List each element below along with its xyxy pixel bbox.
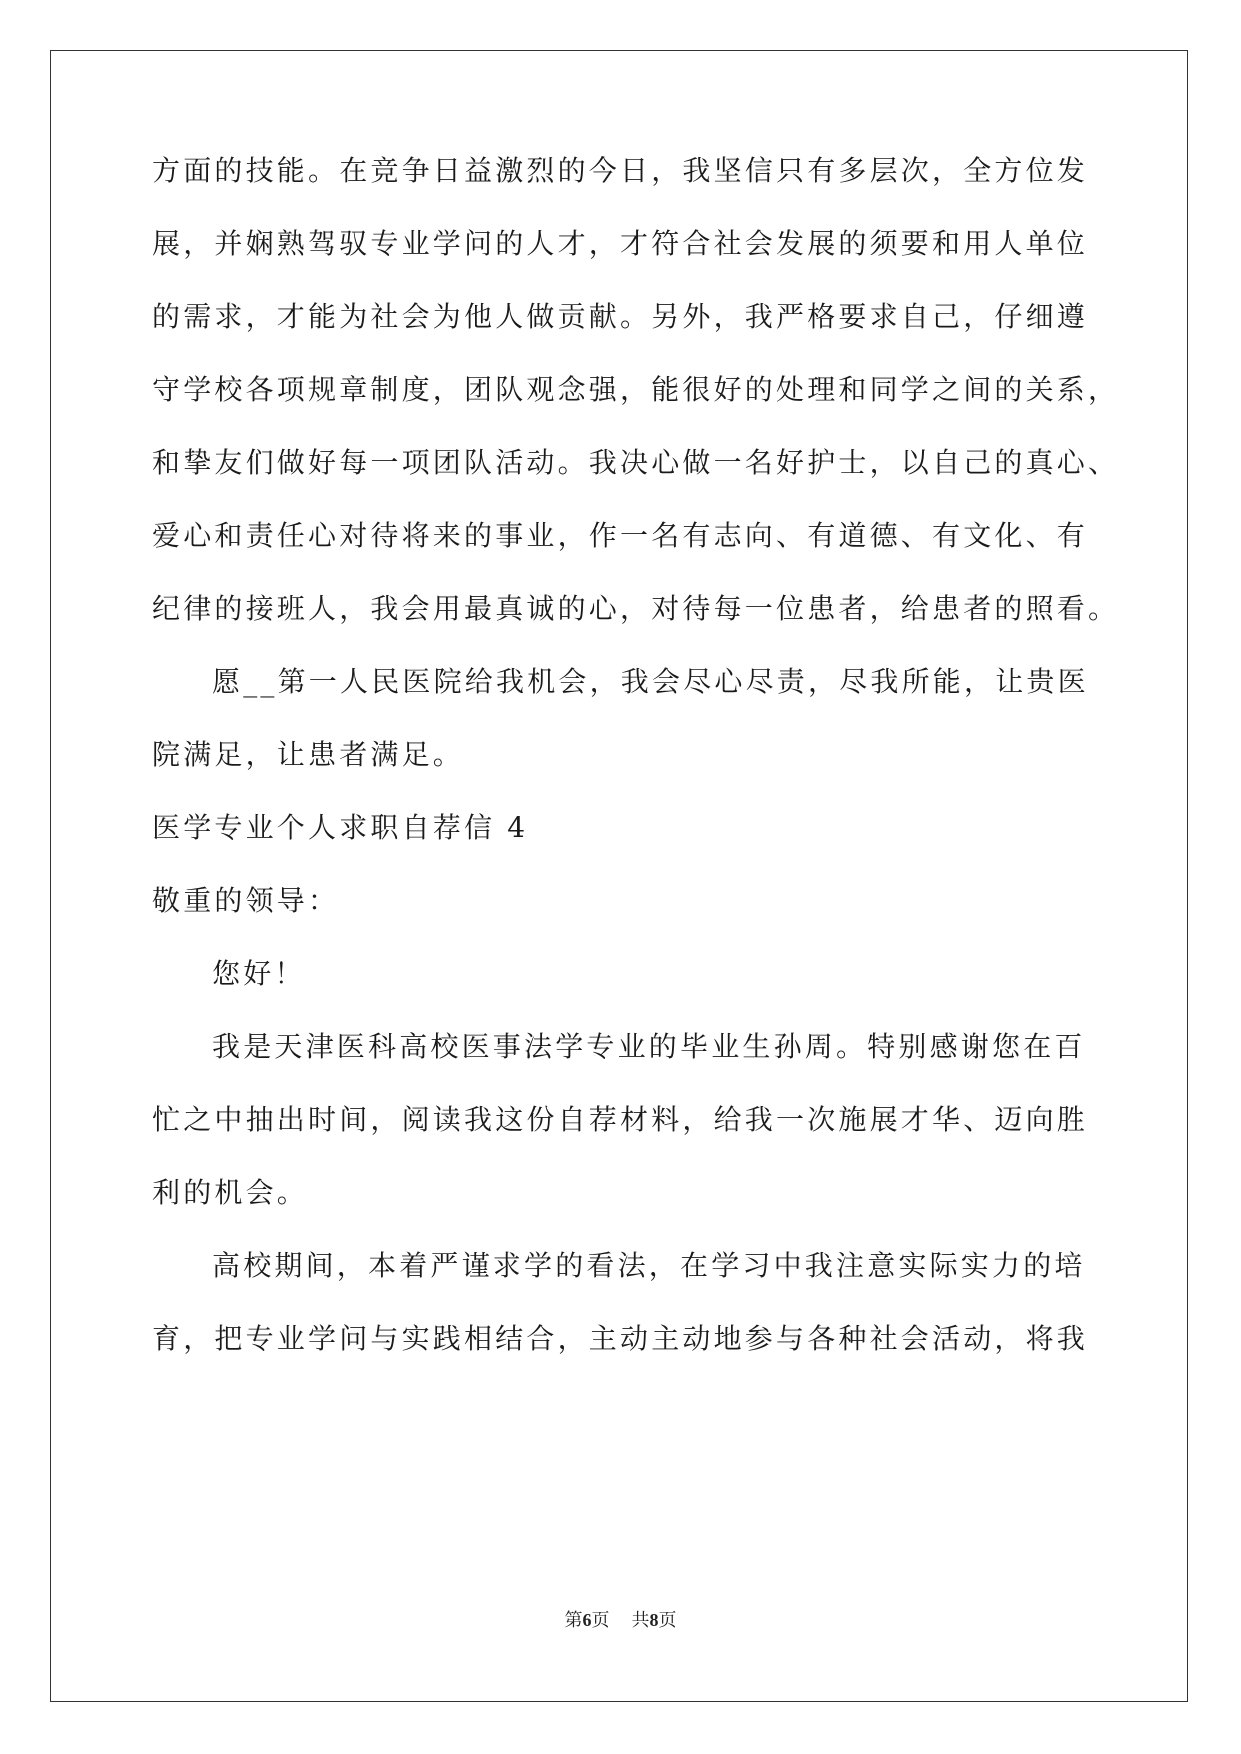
current-page-number: 6 bbox=[582, 1610, 592, 1630]
body-line: 方面的技能。在竞争日益激烈的今日，我坚信只有多层次，全方位发 bbox=[152, 154, 1089, 187]
body-line: 和挚友们做好每一项团队活动。我决心做一名好护士，以自己的真心、 bbox=[152, 446, 1120, 479]
salutation: 敬重的领导： bbox=[152, 884, 340, 917]
total-pages-number: 8 bbox=[649, 1610, 659, 1630]
total-prefix: 共 bbox=[631, 1610, 650, 1630]
body-line: 院满足，让患者满足。 bbox=[152, 738, 465, 771]
body-line: 纪律的接班人，我会用最真诚的心，对待每一位患者，给患者的照看。 bbox=[152, 592, 1120, 625]
total-suffix: 页 bbox=[658, 1610, 677, 1630]
body-line: 愿__第一人民医院给我机会，我会尽心尽责，尽我所能，让贵医 bbox=[212, 665, 1089, 698]
page-suffix: 页 bbox=[591, 1610, 610, 1630]
greeting: 您好！ bbox=[212, 957, 306, 990]
page-footer bbox=[0, 1606, 1241, 1632]
section-heading: 医学专业个人求职自荐信 4 bbox=[152, 811, 529, 844]
body-line: 我是天津医科高校医事法学专业的毕业生孙周。特别感谢您在百 bbox=[212, 1030, 1086, 1063]
body-line: 的需求，才能为社会为他人做贡献。另外，我严格要求自己，仔细遵 bbox=[152, 300, 1089, 333]
body-line: 高校期间，本着严谨求学的看法，在学习中我注意实际实力的培 bbox=[212, 1249, 1086, 1282]
body-line: 爱心和责任心对待将来的事业，作一名有志向、有道德、有文化、有 bbox=[152, 519, 1089, 552]
body-line: 展，并娴熟驾驭专业学问的人才，才符合社会发展的须要和用人单位 bbox=[152, 227, 1089, 260]
body-line: 利的机会。 bbox=[152, 1176, 309, 1209]
body-line: 育，把专业学问与实践相结合，主动主动地参与各种社会活动，将我 bbox=[152, 1322, 1089, 1355]
body-line: 忙之中抽出时间，阅读我这份自荐材料，给我一次施展才华、迈向胜 bbox=[152, 1103, 1089, 1136]
body-line: 守学校各项规章制度，团队观念强，能很好的处理和同学之间的关系， bbox=[152, 373, 1120, 406]
page-prefix: 第 bbox=[564, 1610, 583, 1630]
